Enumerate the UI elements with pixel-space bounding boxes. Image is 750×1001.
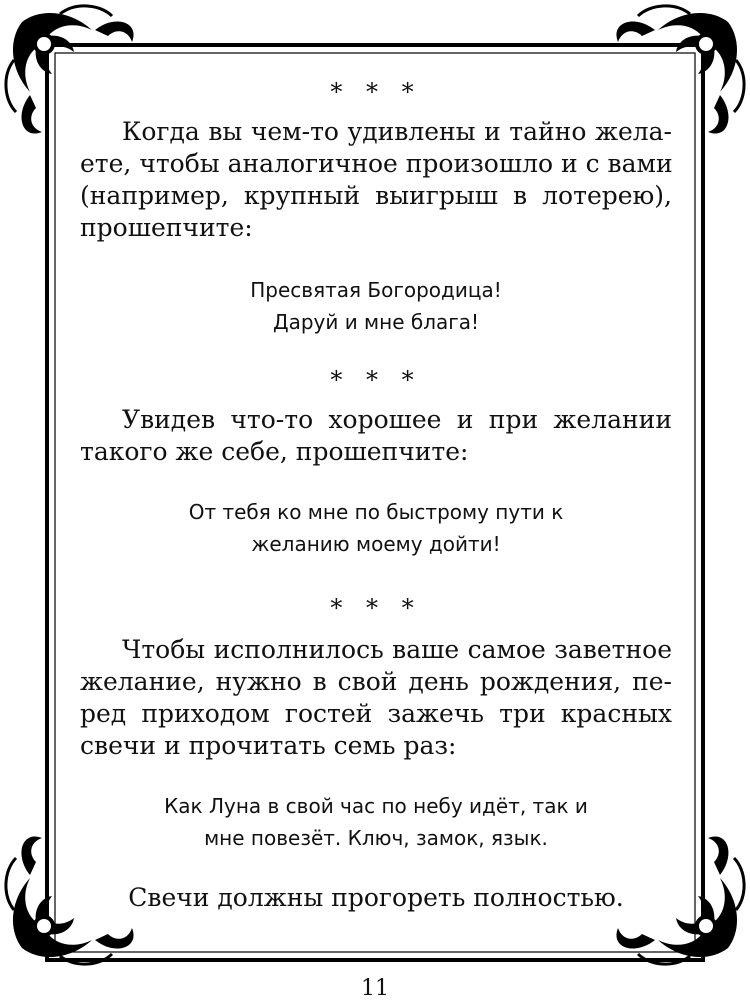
closing-line: Свечи должны прогореть полностью. [128, 883, 624, 912]
text-line: такого же себе, прошепчите: [80, 437, 469, 466]
section-divider: * * * [330, 366, 422, 394]
text-line: Увидев что-то хорошее и при желании [122, 405, 672, 434]
prayer-line: Даруй и мне блага! [272, 310, 480, 334]
paragraph [80, 404, 672, 468]
prayer-text [80, 790, 672, 854]
page-number: 11 [361, 976, 389, 1001]
prayer-text [80, 496, 672, 560]
text-line: ред приходом гостей зажечь три красных [80, 699, 672, 728]
prayer-line: мне повезёт. Ключ, замок, язык. [204, 826, 548, 850]
section-divider: * * * [330, 78, 422, 106]
page-content [80, 78, 672, 938]
text-line: прошепчите: [80, 213, 253, 242]
text-line: свечи и прочитать семь раз: [80, 731, 457, 760]
text-line: ете, чтобы аналогичное произошло и с вами [80, 149, 673, 178]
text-line: (например, крупный выигрыш в лотерею), [80, 181, 672, 210]
prayer-line: желанию моему дойти! [251, 532, 501, 556]
prayer-line: Пресвятая Богородица! [250, 278, 502, 302]
paragraph [80, 116, 672, 244]
prayer-text [80, 274, 672, 338]
paragraph [80, 634, 672, 762]
prayer-line: От тебя ко мне по быстрому пути к [188, 500, 564, 524]
text-line: Чтобы исполнилось ваше самое заветное [122, 635, 672, 664]
text-line: желание, нужно в свой день рождения, пе- [80, 667, 672, 696]
text-line: Когда вы чем-то удивлены и тайно жела- [122, 117, 672, 146]
section-divider: * * * [330, 594, 422, 622]
prayer-line: Как Луна в свой час по небу идёт, так и [164, 794, 588, 818]
